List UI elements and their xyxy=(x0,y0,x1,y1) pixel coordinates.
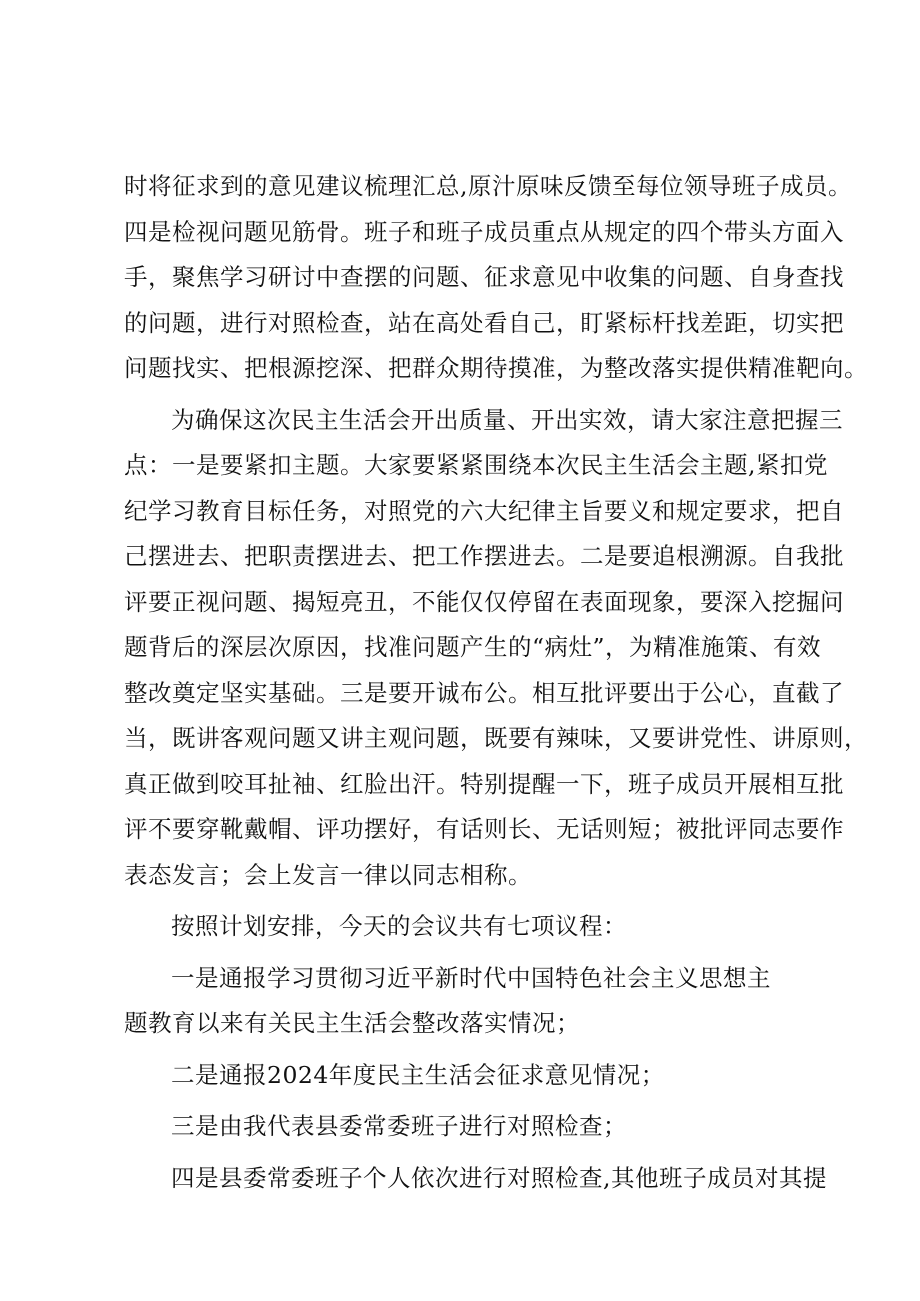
paragraph-three-points xyxy=(124,398,868,899)
text-line: 三是由我代表县委常委班子进行对照检查； xyxy=(171,1112,627,1140)
text-line: 整改奠定坚实基础。三是要开诚布公。相互批评要出于公心，直截了 xyxy=(124,678,844,707)
text-line: 手，聚焦学习研讨中查摆的问题、征求意见中收集的问题、自身查找 xyxy=(124,263,844,291)
text-line: 一是通报学习贯彻习近平新时代中国特色社会主义思想主 xyxy=(171,963,771,992)
text-line: 评不要穿靴戴帽、评功摆好，有话则长、无话则短；被批评同志要作 xyxy=(124,815,844,843)
text-line: 点：一是要紧扣主题。大家要紧紧围绕本次民主生活会主题,紧扣党 xyxy=(124,451,828,479)
text-line: 问题找实、把根源挖深、把群众期待摸准，为整改落实提供精准靶向。 xyxy=(124,354,868,382)
text-line: 时将征求到的意见建议梳理汇总,原汁原味反馈至每位领导班子成员。 xyxy=(124,172,852,200)
text-line: 二是通报2024年度民主生活会征求意见情况； xyxy=(171,1060,665,1089)
text-line: 纪学习教育目标任务，对照党的六大纪律主旨要义和规定要求，把自 xyxy=(124,496,844,525)
text-line: 表态发言；会上发言一律以同志相称。 xyxy=(124,860,532,889)
text-line: 为确保这次民主生活会开出质量、开出实效，请大家注意把握三 xyxy=(171,405,843,434)
agenda-item-3 xyxy=(124,1104,804,1150)
agenda-item-2 xyxy=(124,1053,804,1099)
text-line: 己摆进去、把职责摆进去、把工作摆进去。二是要追根溯源。自我批 xyxy=(124,542,844,570)
text-line: 题教育以来有关民主生活会整改落实情况； xyxy=(124,1009,580,1037)
text-line: 四是县委常委班子个人依次进行对照检查,其他班子成员对其提 xyxy=(171,1163,827,1192)
text-line: 评要正视问题、揭短亮丑，不能仅仅停留在表面现象，要深入挖掘问 xyxy=(124,587,844,616)
document-body xyxy=(124,164,868,1201)
text-line: 当，既讲客观问题又讲主观问题，既要有辣味，又要讲党性、讲原则， xyxy=(124,724,868,752)
paragraph-feedback-and-review xyxy=(124,164,868,392)
text-line: 四是检视问题见筋骨。班子和班子成员重点从规定的四个带头方面入 xyxy=(124,217,844,246)
agenda-item-4 xyxy=(124,1156,827,1202)
text-line: 题背后的深层次原因，找准问题产生的“病灶”，为精准施策、有效 xyxy=(124,633,822,661)
text-line: 按照计划安排，今天的会议共有七项议程： xyxy=(171,912,627,940)
text-line: 的问题，进行对照检查，站在高处看自己，盯紧标杆找差距，切实把 xyxy=(124,308,844,337)
agenda-item-1 xyxy=(124,956,804,1047)
text-line: 真正做到咬耳扯袖、红脸出汗。特别提醒一下，班子成员开展相互批 xyxy=(124,769,844,798)
paragraph-agenda-intro xyxy=(124,904,804,950)
